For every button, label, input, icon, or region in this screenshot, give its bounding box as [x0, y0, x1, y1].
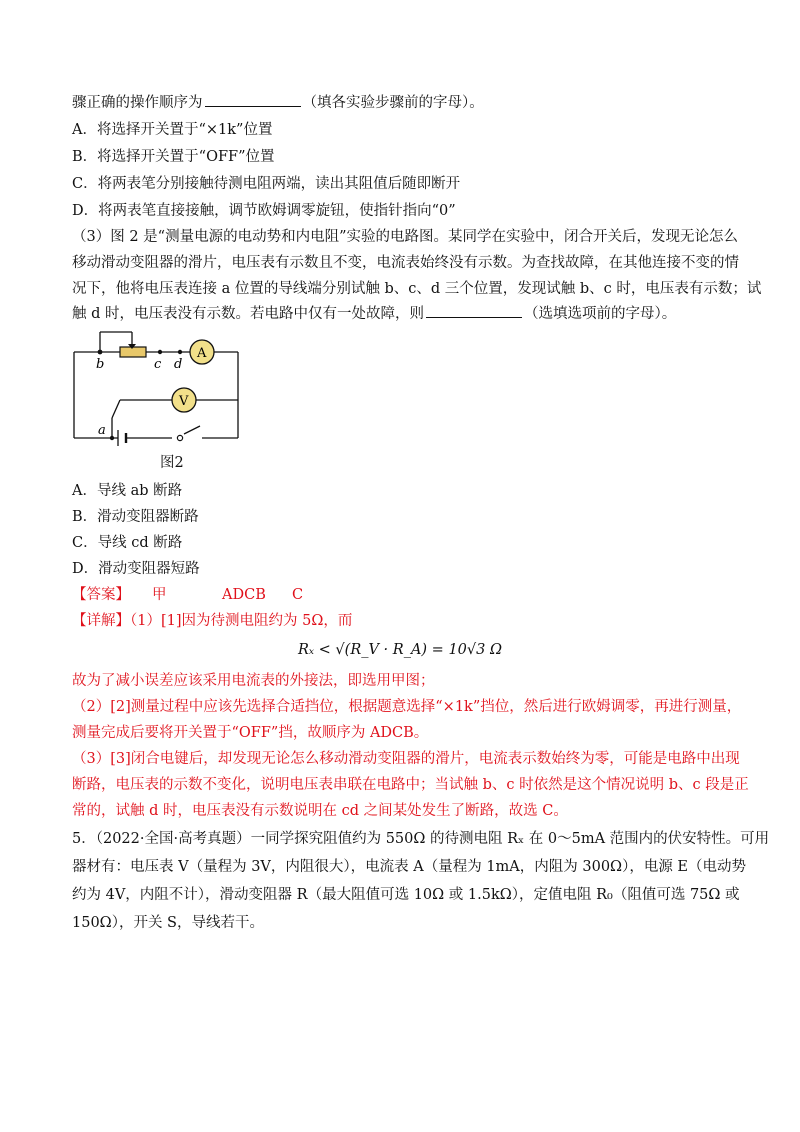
detail-formula: Rₓ < √(R_V · R_A) = 10√3 Ω: [297, 642, 502, 658]
step-a: A．将选择开关置于“×1k”位置: [72, 122, 273, 138]
detail-line-4: 测量完成后要将开关置于“OFF”挡，故顺序为 ADCB。: [72, 725, 429, 741]
q4-steps-intro: 骤正确的操作顺序为 （填各实验步骤前的字母）。: [72, 92, 732, 114]
switch-contact: [177, 435, 182, 440]
detail-line-5: （3）[3]闭合电键后，却发现无论怎么移动滑动变阻器的滑片，电流表示数始终为零，可能是电路中出现: [72, 751, 740, 767]
detail-line-7: 常的，试触 d 时，电压表没有示数说明在 cd 之间某处发生了断路，故选 C。: [72, 803, 568, 819]
answer-blank-2: [426, 303, 522, 318]
node-a: [110, 436, 114, 440]
q4-part3-line2: 移动滑动变阻器的滑片，电压表有示数且不变，电流表始终没有示数。为查找故障，在其他连接不变的情: [72, 255, 739, 271]
circuit-diagram: [60, 322, 260, 470]
detail-line-3: （2）[2]测量过程中应该先选择合适挡位，根据题意选择“×1k”挡位，然后进行欧姆调零，再进行测量，: [72, 699, 742, 715]
q5-line-2: 器材有：电压表 V（量程为 3V，内阻很大），电流表 A（量程为 1mA，内阻为 300Ω），电源 E（电动势: [72, 859, 747, 875]
q4-part3-line3: 况下，他将电压表连接 a 位置的导线端分别试触 b、c、d 三个位置，发现试触 b、c 时，电压表有示数；试: [72, 281, 762, 297]
node-c: [158, 350, 162, 354]
choice-c: C．导线 cd 断路: [72, 535, 183, 551]
detail-line-1: 【详解】（1）[1]因为待测电阻约为 5Ω，而: [72, 613, 353, 629]
answer-blank-1: [205, 92, 301, 107]
node-d: [178, 350, 182, 354]
choice-b: B．滑动变阻器断路: [72, 509, 199, 525]
figure-caption: 图2: [160, 455, 184, 471]
answer-line: 【答案】 甲 ADCB C: [72, 587, 304, 603]
step-c: C．将两表笔分别接触待测电阻两端，读出其阻值后随即断开: [72, 176, 461, 192]
label-b: b: [96, 357, 105, 372]
node-b: [98, 350, 103, 355]
choice-d: D．滑动变阻器短路: [72, 561, 200, 577]
voltmeter-label: V: [179, 394, 189, 409]
q4-part3-line4: 触 d 时，电压表没有示数。若电路中仅有一处故障，则 （选填选项前的字母）。: [72, 303, 732, 325]
label-d: d: [174, 357, 183, 372]
label-c: c: [154, 357, 162, 372]
step-d: D．将两表笔直接接触，调节欧姆调零旋钮，使指针指向“0”: [72, 203, 456, 219]
label-a: a: [98, 423, 106, 438]
choice-a: A．导线 ab 断路: [72, 483, 183, 499]
q4-part3-line1: （3）图 2 是“测量电源的电动势和内电阻”实验的电路图。某同学在实验中，闭合开关后，发现无论怎么: [72, 229, 738, 245]
detail-line-6: 断路，电压表的示数不变化，说明电压表串联在电路中；当试触 b、c 时依然是这个情况说明 b、c 段是正: [72, 777, 749, 793]
detail-line-2: 故为了减小误差应该采用电流表的外接法，即选用甲图；: [72, 673, 435, 689]
q5-line-4: 150Ω），开关 S，导线若干。: [72, 915, 264, 931]
ammeter-label: A: [197, 346, 207, 361]
step-b: B．将选择开关置于“OFF”位置: [72, 149, 275, 165]
rheostat: [120, 347, 146, 357]
q5-line-3: 约为 4V，内阻不计），滑动变阻器 R（最大阻值可选 10Ω 或 1.5kΩ），定值电阻 R₀（阻值可选 75Ω 或: [72, 887, 740, 903]
q5-line-1: 5．（2022·全国·高考真题）一同学探究阻值约为 550Ω 的待测电阻 Rₓ 在 0～5mA 范围内的伏安特性。可用: [72, 831, 770, 847]
